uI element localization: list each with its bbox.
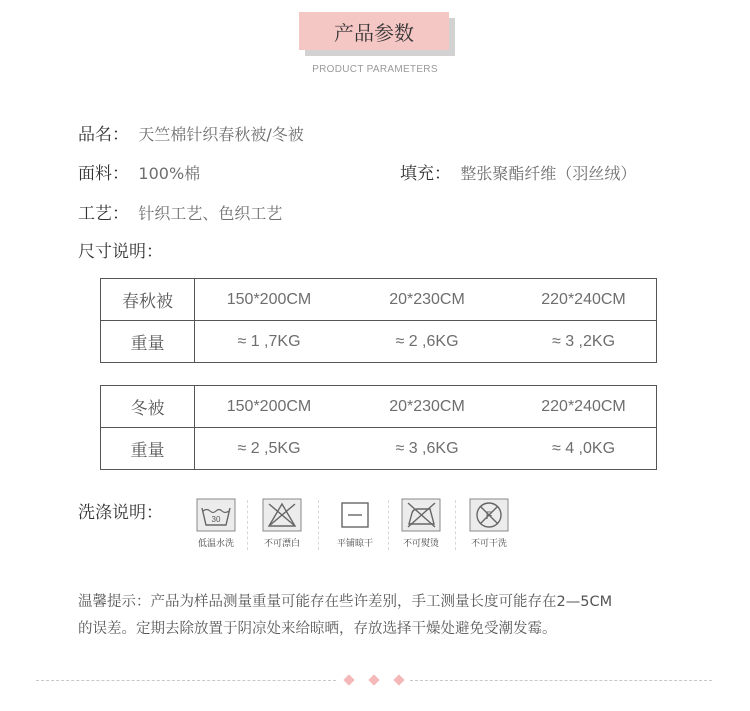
warm-tip-note (78, 589, 718, 643)
filling-row (400, 159, 636, 184)
page-title: 产品参数 (299, 12, 449, 50)
size-cell: 150*200CM (195, 386, 344, 428)
page-subtitle: PRODUCT PARAMETERS (312, 64, 438, 75)
size-cell: 20*230CM (343, 386, 511, 428)
divider (455, 500, 456, 550)
diamond-dot (343, 674, 354, 685)
wash-item-no-iron (389, 498, 453, 549)
divider (318, 500, 319, 550)
divider (247, 500, 248, 550)
weight-cell: ≈ 3 ,6KG (395, 439, 459, 457)
wash-item-no-bleach (250, 498, 314, 549)
quilt-type-cell: 冬被 (101, 386, 195, 428)
title-block (299, 12, 455, 56)
note-line: 温馨提示：产品为样品测量重量可能存在些许差别，手工测量长度可能存在2—5CM (78, 594, 613, 610)
fabric-label: 面料： (78, 164, 129, 184)
craft-row (78, 199, 282, 224)
craft-value: 针织工艺、色织工艺 (138, 204, 283, 223)
quilt-type-cell: 春秋被 (101, 279, 195, 321)
weight-cell: ≈ 2 ,6KG (395, 332, 459, 350)
dashed-line (36, 680, 336, 681)
weight-cell: ≈ 2 ,5KG (237, 439, 301, 457)
filling-value: 整张聚酯纤维（羽丝绒） (460, 164, 637, 183)
note-line: 的误差。定期去除放置于阴凉处来给晾晒，存放选择干燥处避免受潮发霉。 (78, 621, 557, 637)
wash-item-flat-dry (323, 498, 387, 549)
size-cell: 220*240CM (511, 279, 657, 321)
product-name-value: 天竺棉针织春秋被/冬被 (138, 125, 304, 144)
size-label: 尺寸说明： (78, 242, 163, 262)
craft-label: 工艺： (78, 204, 129, 224)
size-heading (78, 237, 163, 262)
filling-label: 填充： (400, 164, 451, 184)
dashed-line (410, 680, 712, 681)
fabric-value: 100%棉 (138, 164, 201, 183)
wash-instructions-label: 洗涤说明： (78, 503, 163, 523)
table-row (101, 279, 657, 321)
table-row (101, 386, 657, 428)
wash-caption: 平铺晾干 (336, 539, 373, 549)
wash-caption: 不可干洗 (470, 539, 507, 549)
no-iron-icon (401, 498, 441, 532)
no-bleach-icon (262, 498, 302, 532)
winter-size-table (100, 385, 657, 470)
weight-cell: ≈ 3 ,2KG (551, 332, 616, 350)
weight-label-cell: 重量 (101, 428, 195, 470)
weight-cell: ≈ 4 ,0KG (551, 439, 616, 457)
svg-text:F: F (485, 510, 493, 522)
weight-cell: ≈ 1 ,7KG (237, 332, 301, 350)
wash-caption: 不可漂白 (263, 539, 300, 549)
wash-item-no-dry-clean (457, 498, 521, 549)
product-name-label: 品名： (78, 125, 129, 145)
flat-dry-icon (335, 498, 375, 532)
weight-label-cell: 重量 (101, 321, 195, 363)
no-dry-clean-icon (469, 498, 509, 532)
diamond-dot (368, 674, 379, 685)
diamond-dot (393, 674, 404, 685)
wash-30-icon (196, 498, 236, 532)
footer-divider (36, 672, 712, 688)
size-cell: 220*240CM (511, 386, 657, 428)
size-cell: 150*200CM (195, 279, 344, 321)
product-name-row (78, 120, 304, 145)
wash-caption: 不可熨烫 (402, 539, 439, 549)
table-row (101, 321, 657, 363)
spring-autumn-size-table (100, 278, 657, 363)
table-row (101, 428, 657, 470)
wash-caption: 低温水洗 (197, 539, 234, 549)
fabric-row (78, 159, 200, 184)
svg-text:30: 30 (211, 515, 221, 524)
wash-item-low-temp (184, 498, 248, 549)
size-cell: 20*230CM (343, 279, 511, 321)
